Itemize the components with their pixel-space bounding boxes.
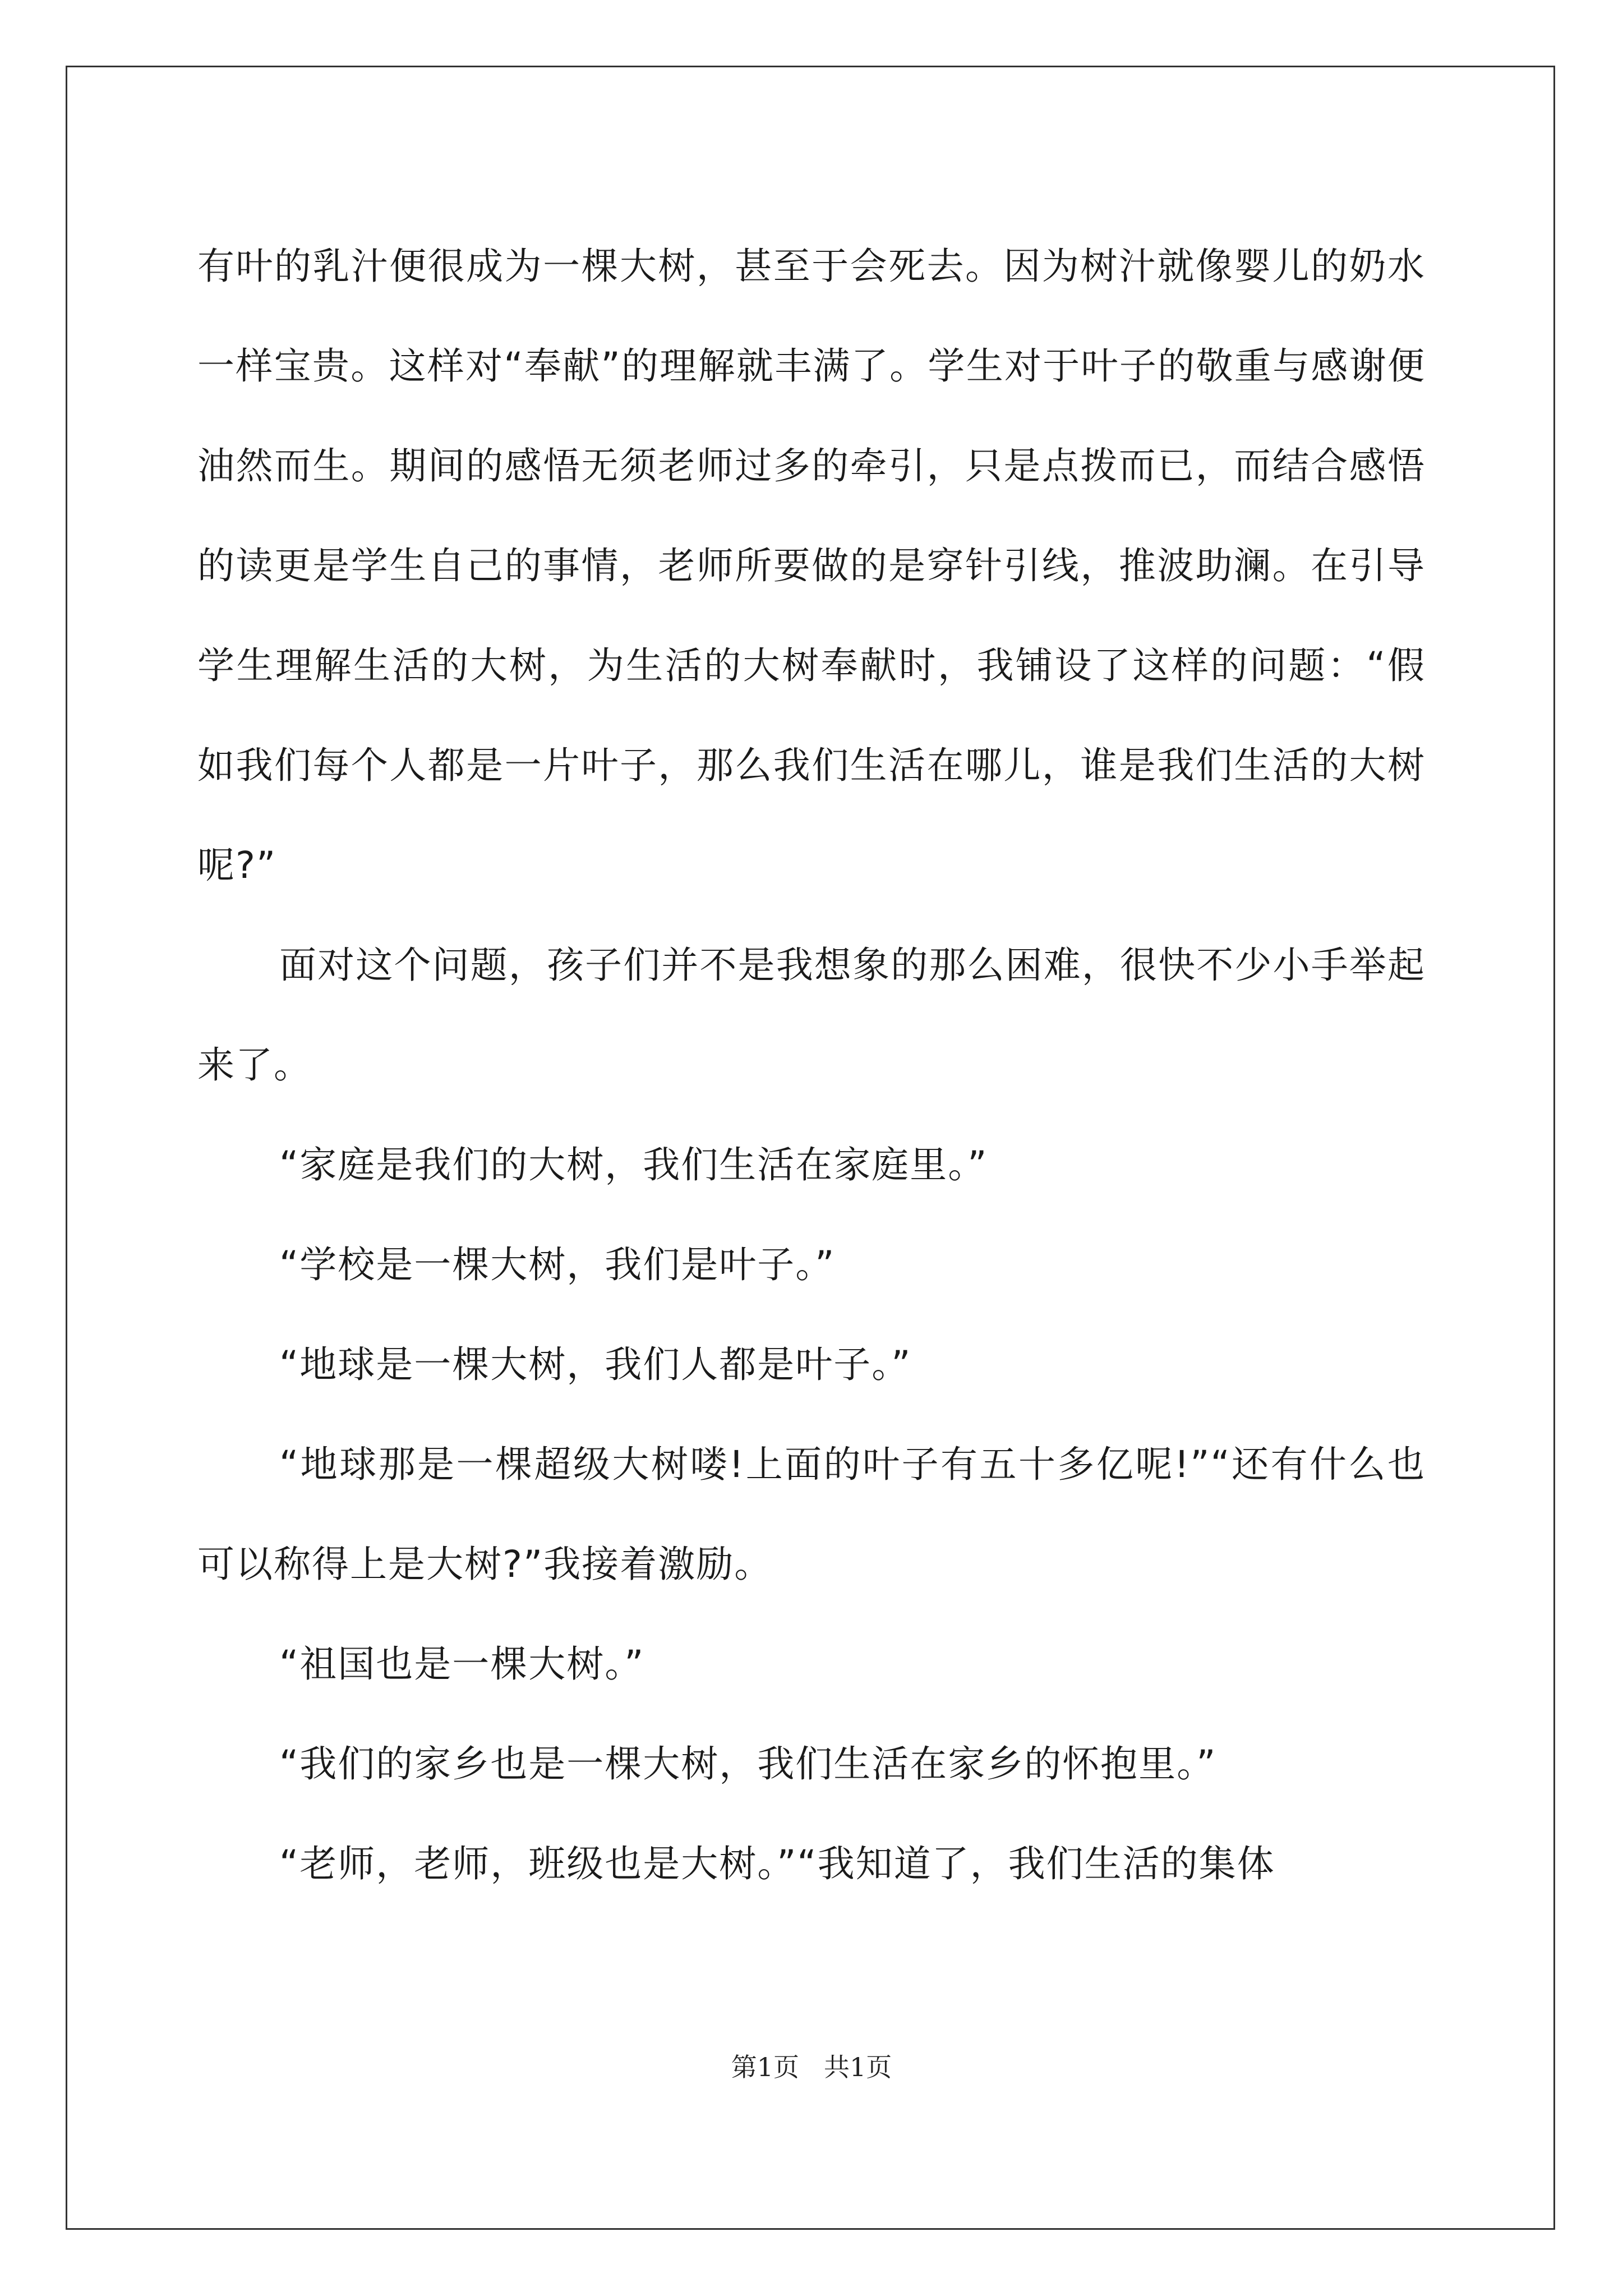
paragraph: “祖国也是一棵大树。” (279, 1642, 645, 1686)
paragraph: 面对这个问题，孩子们并不是我想象的那么困难，很快不少小手举起来了。 (197, 944, 1426, 1087)
paragraph: “地球是一棵大树，我们人都是叶子。” (279, 1343, 912, 1386)
paragraph: “家庭是我们的大树，我们生活在家庭里。” (279, 1143, 988, 1186)
paragraph: “学校是一棵大树，我们是叶子。” (279, 1243, 836, 1286)
paragraph: “老师，老师，班级也是大树。”“我知道了，我们生活的集体 (279, 1842, 1275, 1885)
page-footer (0, 2050, 1623, 2084)
page-number: 第1页 (731, 2052, 800, 2082)
document-body (197, 217, 1426, 1914)
paragraph: 有叶的乳汁便很成为一棵大树，甚至于会死去。因为树汁就像婴儿的奶水一样宝贵。这样对“奉献”的理解就丰满了。学生对于叶子的敬重与感谢便油然而生。期间的感悟无须老师过多的牵引，只是点拨而已，而结合感悟的读更是学生自己的事情，老师所要做的是穿针引线，推波助澜。在引导学生理解生活的大树，为生活的大树奉献时，我铺设了这样的问题：“假如我们每个人都是一片叶子，那么我们生活在哪儿，谁是我们生活的大树呢?” (197, 245, 1426, 887)
page-total: 共1页 (823, 2052, 892, 2082)
paragraph: “我们的家乡也是一棵大树，我们生活在家乡的怀抱里。” (279, 1742, 1217, 1786)
paragraph: “地球那是一棵超级大树喽!上面的叶子有五十多亿呢!”“还有什么也可以称得上是大树?”我接着激励。 (197, 1443, 1426, 1586)
